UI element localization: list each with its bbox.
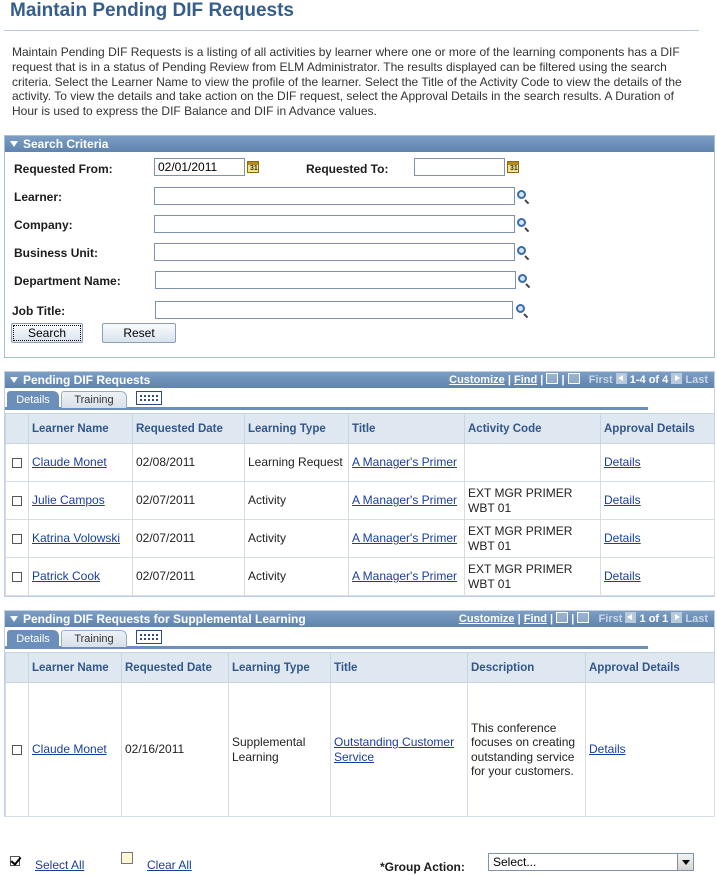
requested-date: 02/07/2011	[133, 482, 245, 520]
calendar-icon[interactable]: 31	[247, 161, 259, 173]
lookup-icon[interactable]	[517, 218, 530, 231]
approval-details-link[interactable]: Details	[604, 531, 641, 546]
find-link[interactable]: Find	[513, 374, 538, 386]
lookup-icon[interactable]	[517, 190, 530, 203]
clear-all-checkbox-icon[interactable]	[121, 852, 133, 864]
column-header[interactable]: Activity Code	[465, 414, 601, 444]
first-link: First	[598, 613, 623, 625]
activity-code	[465, 444, 601, 482]
supplemental-tabbar	[5, 627, 648, 649]
column-header[interactable]: Requested Date	[133, 414, 245, 444]
supplemental-learning-grid	[5, 652, 715, 817]
collapse-icon[interactable]	[10, 616, 18, 622]
learner-name-link[interactable]: Patrick Cook	[32, 569, 101, 584]
tab-details[interactable]: Details	[7, 391, 59, 408]
grid-navigation: Customize | Find | | First 1 of 1 Last	[458, 613, 708, 625]
column-header[interactable]: Learner Name	[29, 653, 122, 683]
learner-label: Learner:	[14, 190, 63, 204]
table-row	[6, 558, 715, 596]
previous-arrow-icon	[625, 612, 636, 623]
requested-date: 02/08/2011	[133, 444, 245, 482]
column-header[interactable]: Learning Type	[245, 414, 349, 444]
first-link: First	[588, 374, 613, 386]
page-title: Maintain Pending DIF Requests	[10, 0, 294, 21]
dropdown-arrow-icon[interactable]	[677, 854, 693, 870]
search-button[interactable]: Search	[11, 323, 83, 343]
learning-type: Activity	[245, 482, 349, 520]
learning-type: Learning Request	[245, 444, 349, 482]
pending-dif-requests-header[interactable]: Pending DIF Requests Customize | Find | | First 1-4 of 4 Last	[5, 372, 714, 388]
column-header[interactable]: Description	[468, 653, 586, 683]
requested-date: 02/07/2011	[133, 520, 245, 558]
column-header[interactable]: Approval Details	[601, 414, 715, 444]
download-icon[interactable]	[577, 612, 589, 623]
business-unit-input[interactable]	[154, 243, 515, 261]
column-header[interactable]: Learning Type	[229, 653, 331, 683]
previous-arrow-icon	[616, 373, 627, 384]
activity-code: EXT MGR PRIMER WBT 01	[465, 482, 601, 520]
approval-details-link[interactable]: Details	[589, 742, 626, 757]
column-header[interactable]: Title	[349, 414, 465, 444]
row-range: 1 of 1	[639, 613, 669, 625]
table-row	[6, 482, 715, 520]
learning-type: Supplemental Learning	[229, 683, 331, 817]
view-all-icon[interactable]	[556, 612, 568, 623]
department-name-label: Department Name:	[14, 274, 121, 288]
show-all-columns-icon[interactable]	[136, 391, 162, 405]
pending-tabbar	[5, 388, 648, 410]
calendar-icon[interactable]: 31	[507, 161, 519, 173]
requested-date: 02/07/2011	[133, 558, 245, 596]
description: This conference focuses on creating outstanding service for your customers.	[468, 683, 586, 817]
row-checkbox[interactable]	[12, 534, 22, 544]
title-divider	[4, 30, 699, 31]
tab-training[interactable]: Training	[61, 630, 127, 647]
table-row	[6, 520, 715, 558]
search-criteria-header[interactable]: Search Criteria	[5, 136, 714, 152]
grid-navigation: Customize | Find | | First 1-4 of 4 Last	[449, 374, 708, 386]
view-all-icon[interactable]	[546, 373, 558, 384]
learner-name-link[interactable]: Claude Monet	[32, 455, 107, 470]
requested-from-label: Requested From:	[14, 162, 113, 176]
activity-code: EXT MGR PRIMER WBT 01	[465, 520, 601, 558]
job-title-label: Job Title:	[12, 304, 66, 318]
column-header[interactable]: Requested Date	[122, 653, 229, 683]
row-checkbox[interactable]	[12, 572, 22, 582]
last-link: Last	[685, 374, 708, 386]
row-checkbox[interactable]	[12, 496, 22, 506]
requested-to-label: Requested To:	[306, 162, 389, 176]
title-link[interactable]: A Manager's Primer	[352, 531, 457, 546]
department-name-input[interactable]	[155, 271, 516, 289]
clear-all-link[interactable]: Clear All	[147, 858, 192, 872]
company-input[interactable]	[154, 215, 515, 233]
title-link[interactable]: Outstanding Customer Service	[334, 735, 455, 764]
select-column-header	[6, 653, 29, 683]
tab-training[interactable]: Training	[61, 391, 127, 408]
title-link[interactable]: A Manager's Primer	[352, 493, 457, 508]
group-action-select[interactable]	[488, 853, 694, 871]
tab-details[interactable]: Details	[7, 630, 59, 647]
collapse-icon[interactable]	[10, 141, 18, 147]
learner-name-link[interactable]: Katrina Volowski	[32, 531, 121, 546]
learner-input[interactable]	[154, 187, 515, 205]
reset-button[interactable]: Reset	[102, 323, 176, 343]
lookup-icon[interactable]	[518, 274, 531, 287]
collapse-icon[interactable]	[10, 377, 18, 383]
next-arrow-icon	[671, 612, 682, 623]
select-column-header	[6, 414, 29, 444]
intro-text: Maintain Pending DIF Requests is a listing of all activities by learner where one or more of the learning components has a DIF request that is in a status of Pending Review from ELM Administrator. The results displayed can be filtered using the search criteria. Select the Learner Name to view the profile of the learner. Select the Title of the Activity Code to view the details of the activity. To view the details and take action on the DIF request, select the Approval Details in the search results. A Duration of Hour is used to express the DIF Balance and DIF in Advance values.	[12, 45, 682, 119]
last-link: Last	[685, 613, 708, 625]
customize-link[interactable]: Customize	[449, 374, 505, 386]
lookup-icon[interactable]	[516, 304, 529, 317]
business-unit-label: Business Unit:	[14, 246, 99, 260]
pending-dif-requests-grid	[5, 413, 715, 596]
column-header[interactable]: Learner Name	[29, 414, 133, 444]
column-header[interactable]: Title	[331, 653, 468, 683]
customize-link[interactable]: Customize	[458, 613, 515, 625]
learner-name-link[interactable]: Julie Campos	[32, 493, 105, 508]
company-label: Company:	[14, 218, 73, 232]
table-row	[6, 444, 715, 482]
approval-details-link[interactable]: Details	[604, 569, 641, 584]
row-checkbox[interactable]	[12, 745, 22, 755]
requested-to-input[interactable]	[414, 158, 505, 176]
job-title-input[interactable]	[155, 301, 513, 319]
learning-type: Activity	[245, 520, 349, 558]
select-all-link[interactable]: Select All	[35, 858, 85, 872]
select-all-checkbox-icon[interactable]	[10, 856, 20, 866]
requested-date: 02/16/2011	[122, 683, 229, 817]
approval-details-link[interactable]: Details	[604, 493, 641, 508]
approval-details-link[interactable]: Details	[604, 455, 641, 470]
lookup-icon[interactable]	[517, 246, 530, 259]
learning-type: Activity	[245, 558, 349, 596]
title-link[interactable]: A Manager's Primer	[352, 569, 457, 584]
row-checkbox[interactable]	[12, 458, 22, 468]
group-action-value: Select...	[493, 855, 537, 869]
table-row	[6, 683, 715, 817]
row-range: 1-4 of 4	[629, 374, 669, 386]
supplemental-learning-header[interactable]: Pending DIF Requests for Supplemental Learning Customize | Find | | First 1 of 1 Last	[5, 611, 714, 627]
activity-code: EXT MGR PRIMER WBT 01	[465, 558, 601, 596]
find-link[interactable]: Find	[523, 613, 547, 625]
next-arrow-icon	[671, 373, 682, 384]
group-action-label: *Group Action:	[380, 860, 465, 874]
show-all-columns-icon[interactable]	[136, 630, 162, 644]
download-icon[interactable]	[568, 373, 580, 384]
column-header[interactable]: Approval Details	[586, 653, 715, 683]
learner-name-link[interactable]: Claude Monet	[32, 742, 107, 757]
requested-from-input[interactable]	[154, 158, 245, 176]
title-link[interactable]: A Manager's Primer	[352, 455, 457, 470]
